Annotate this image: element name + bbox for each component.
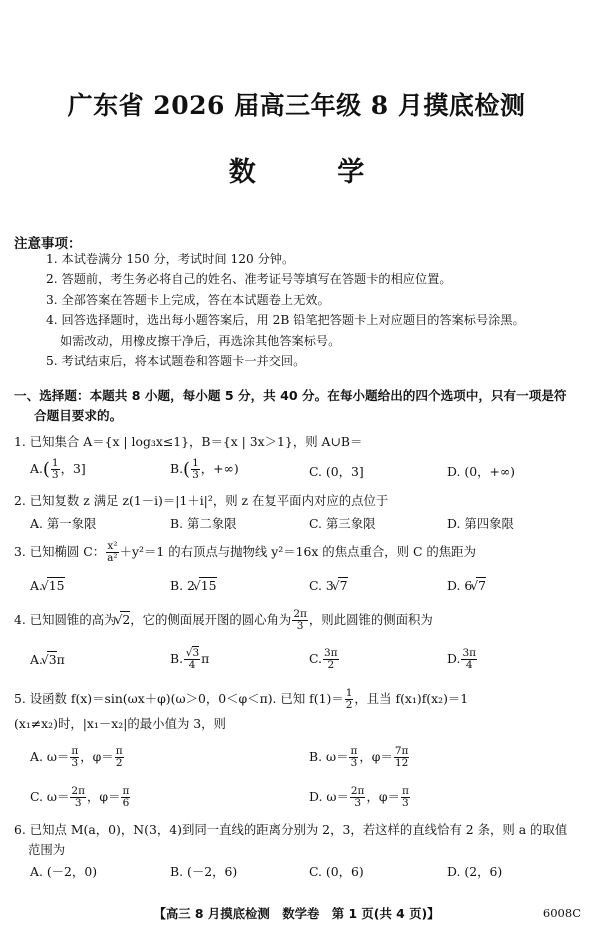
notice-item: 4. 回答选择题时，选出每小题答案后，用 2B 铅笔把答题卡上对应题目的答案标号涂黑。 [46, 313, 525, 328]
option-d: D. 第四象限 [447, 516, 514, 531]
option-b: B. ω＝ $\frac{\pi}{3}$ ，φ＝ $\frac{7\pi}{12}$ [309, 745, 409, 769]
question-5-stem: 5. 设函数 f(x)＝sin(ωx＋φ)(ω＞0，0＜φ＜π). 已知 f(1)＝ $\frac{1}{2}$ ，且当 f(x₁)f(x₂)＝1 [14, 687, 469, 711]
option-c: C. ω＝ $\frac{2\pi}{3}$ ，φ＝ $\frac{\pi}{6}$ [30, 785, 130, 809]
option-a: A. (－2，0) [30, 864, 98, 879]
exam-title: 广东省 2026 届高三年级 8 月摸底检测 [67, 91, 526, 120]
notice-item: 如需改动，用橡皮擦干净后，再选涂其他答案标号。 [60, 333, 341, 348]
option-d: D. (2，6) [447, 864, 503, 879]
option-c: C. $\frac{3\pi}{2}$ [309, 647, 338, 671]
option-c: C. (0，6) [309, 864, 364, 879]
option-c: C. 第三象限 [309, 516, 376, 531]
notice-title: 注意事项： [14, 236, 82, 252]
option-a: A. ω＝ $\frac{\pi}{3}$ ，φ＝ $\frac{\pi}{2}$ [30, 745, 123, 769]
question-4-stem: 4. 已知圆锥的高为 √ 2，它的侧面展开图的圆心角为 $\frac{2\pi}{3}$ ，则此圆锥的侧面积为 [14, 609, 586, 632]
paper-code: 6008C [542, 906, 581, 920]
option-a: A. √ 3π [30, 652, 65, 667]
section-heading [14, 386, 584, 426]
notice-item: 2. 答题前，考生务必将自己的姓名、准考证号等填写在答题卡的相应位置。 [46, 272, 452, 287]
option-d: D. $\frac{3\pi}{4}$ [447, 647, 477, 671]
notice-item: 3. 全部答案在答题卡上完成，答在本试题卷上无效。 [46, 292, 330, 307]
notice-list [46, 249, 586, 371]
option-b: B.( $\frac{1}{3}$ ，+∞) [170, 457, 239, 481]
option-b: B. 第二象限 [170, 516, 237, 531]
question-1-stem: 1. 已知集合 A＝{x | log₃x≤1}，B＝{x | 3x＞1}，则 A∪B＝ [14, 434, 363, 449]
option-a: A. √ 15 [30, 578, 65, 593]
question-5-stem-line2: (x₁≠x₂)时，|x₁－x₂|的最小值为 3，则 [14, 716, 226, 731]
question-6-stem-line2: 范围为 [28, 842, 66, 857]
option-c: C. (0，3] [309, 464, 364, 479]
option-a: A. 第一象限 [30, 516, 97, 531]
page-footer: 【高三 8 月摸底检测 数学卷 第 1 页(共 4 页)】 [153, 906, 440, 921]
option-a: A.( $\frac{1}{3}$ ，3] [30, 457, 86, 481]
option-d: D. 6 √ 7 [447, 578, 486, 593]
exam-subject: 数 学 [228, 157, 401, 188]
option-c: C. 3 √ 7 [309, 578, 348, 593]
option-b: B. 2 √ 15 [170, 578, 217, 593]
option-d: D. (0，+∞) [447, 464, 516, 479]
section-line: 合题目要求的。 [34, 408, 123, 423]
question-6-stem: 6. 已知点 M(a，0)，N(3，4)到同一直线的距离分别为 2，3，若这样的直线恰有 2 条，则 a 的取值 [14, 822, 568, 837]
option-b: B. √ $\frac{3}{4}$ π [170, 648, 209, 671]
notice-item: 5. 考试结束后，将本试题卷和答题卡一并交回。 [46, 354, 306, 369]
question-3-stem: 3. 已知椭圆 C： $\frac{\text{x²}}{\text{a²}}$ ＋y²＝1 的右顶点与抛物线 y²＝16x 的焦点重合，则 C 的焦距为 [14, 540, 476, 564]
question-2-stem: 2. 已知复数 z 满足 z(1－i)＝|1＋i|²，则 z 在复平面内对应的点位于 [14, 493, 389, 508]
notice-item: 1. 本试卷满分 150 分，考试时间 120 分钟。 [46, 252, 295, 266]
option-d: D. ω＝ $\frac{2\pi}{3}$ ，φ＝ $\frac{\pi}{3}$ [309, 785, 409, 809]
option-b: B. (－2，6) [170, 864, 238, 879]
section-line: 一、选择题：本题共 8 小题，每小题 5 分，共 40 分。在每小题给出的四个选项中，只有一项是符 [14, 388, 567, 403]
